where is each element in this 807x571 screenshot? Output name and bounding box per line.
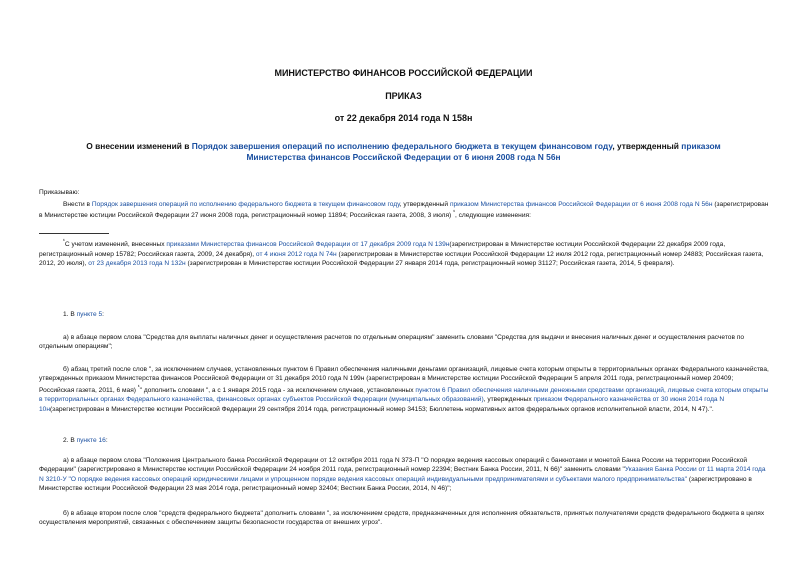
text: (зарегистрировано в Министерстве юстиции Российской Федерации 23 мая 2014 года, регистрационный номер 32404; Вестник Банка России, 2014, N 46)";: [39, 475, 752, 493]
link-point-16[interactable]: пункте 16: [76, 437, 106, 444]
text: С учетом изменений, внесенных: [64, 241, 167, 249]
item-2: [39, 436, 769, 445]
link-order-139n[interactable]: приказами Министерства финансов Российской Федерации от 17 декабря 2009 года N 139н: [166, 241, 450, 249]
text: 2. В: [63, 437, 77, 444]
document-type: ПРИКАЗ: [385, 91, 422, 101]
text: " дополнить словами ", а с 1 января 2015 года - за исключением случаев, установленных: [139, 387, 416, 394]
text: , утвержденных: [483, 396, 534, 404]
link-order-74n[interactable]: от 4 июня 2012 года N 74н: [255, 250, 337, 258]
item-1: [39, 310, 769, 319]
document-date: от 22 декабря 2014 года N 158н: [334, 113, 473, 123]
link-order-10n[interactable]: приказом Федерального казначейства от 30 июня 2014 года N 10н: [39, 396, 725, 413]
heading-link-procedure[interactable]: Порядок завершения операций по исполнению федерального бюджета в текущем финансовом году: [191, 141, 613, 151]
text: , утвержденный: [399, 201, 450, 208]
text: (зарегистрирован в Министерстве юстиции Российской Федерации 22 декабря 2009 года, регистрационный номер 15782; Российская газета, 2009, 24 декабря),: [39, 241, 726, 258]
item-1a: а) в абзаце первом слова "Средства для выплаты наличных денег и осуществления расчетов по отдельным операциям" заменить словами "Средства для выдачи и внесения наличных денег и осуществления расчетов по отдельным операциям";: [39, 334, 745, 351]
document-heading: [60, 141, 747, 163]
link-order-56n[interactable]: приказом Министерства финансов Российской Федерации от 6 июня 2008 года N 56н: [449, 201, 713, 208]
ministry-name: МИНИСТЕРСТВО ФИНАНСОВ РОССИЙСКОЙ ФЕДЕРАЦИИ: [274, 68, 533, 78]
heading-link-order[interactable]: приказом Министерства финансов Российской Федерации от 6 июня 2008 года N 56н: [246, 141, 721, 162]
intro-text: Приказываю:: [39, 189, 80, 196]
heading-text: О внесении изменений в: [86, 141, 192, 151]
footnote-separator: [39, 233, 109, 234]
paragraph-main: [39, 200, 769, 221]
link-instruction-3210u[interactable]: Указания Банка России от 11 марта 2014 года N 3210-У "О порядке ведения кассовых операций юридическими лицами и упрощенном порядке ведения кассовых операций индивидуальными предпринимателями и субъектами малого предпринимательства": [39, 466, 766, 483]
link-point-6-rules[interactable]: пунктом 6 Правил обеспечения наличными денежными средствами организаций, лицевые счета которым открыты в территориальных органах Федерального казначейства, финансовых органах субъектов Российской Федерации (муниципальных образований): [39, 387, 769, 404]
footnote-marker[interactable]: ¹: [137, 384, 140, 391]
link-point-5[interactable]: пункте 5: [76, 311, 103, 318]
text: :: [102, 311, 104, 318]
text: а) в абзаце первом слова "Положения Центрального банка Российской Федерации от 12 октября 2011 года N 373-П "О порядке ведения кассовых операций с банкнотами и монетой Банка России на территории Российской Федерации" (зарегистрировано в Министерстве юстиции Российской Федерации 24 ноября 2011 года, регистрационный номер 22394; Вестник Банка России, 2011, N 66)" заменить словами ": [39, 457, 748, 474]
item-1b: [39, 365, 769, 414]
item-2b: б) в абзаце втором после слов "средств федерального бюджета" дополнить словами ", за исключением средств, предназначенных для исполнения обязательств, принятых получателями средств федерального бюджета в целях осуществления мероприятий, связанных с обеспечением защиты безопасности государства от внешних угроз".: [39, 510, 765, 527]
link-order-132n[interactable]: от 23 декабря 2013 года N 132н: [88, 260, 186, 267]
text: б) абзац третий после слов ", за исключением случаев, установленных пунктом 6 Правил обеспечения наличными деньгами организаций, лицевые счета которым открыты в территориальных органах Федерального казначейства, утвержденных приказом Министерства финансов Российской Федерации от 31 декабря 2010 года N 199н (зарегистрирован в Министерстве юстиции Российской Федерации 5 апреля 2011 года, регистрационный номер 20409; Российская газета, 2011, 6 мая): [39, 366, 769, 394]
text: , следующие изменения:: [454, 212, 531, 220]
footnote: [39, 238, 769, 268]
text: (зарегистрирован в Министерстве юстиции Российской Федерации 27 июня 2008 года, регистрационный номер 11894; Российская газета, 2008, 3 июля): [39, 201, 769, 220]
text: :: [105, 437, 108, 444]
text: Внести в: [63, 201, 92, 208]
text: 1. В: [63, 311, 77, 318]
text: (зарегистрирован в Министерстве юстиции Российской Федерации 29 сентября 2014 года, регистрационный номер 34153; Бюллетень нормативных актов федеральных органов исполнительной власти, 2014, N 47).".: [49, 405, 714, 413]
text: (зарегистрирован в Министерстве юстиции Российской Федерации 12 июля 2012 года, регистрационный номер 24883; Российская газета, 2012, 20 июля),: [39, 250, 764, 267]
item-2a: [39, 456, 769, 494]
link-procedure[interactable]: Порядок завершения операций по исполнению федерального бюджета в текущем финансовом году: [91, 201, 400, 208]
heading-text: , утвержденный: [612, 141, 682, 151]
footnote-marker: ¹: [63, 239, 65, 245]
text: (зарегистрирован в Министерстве юстиции Российской Федерации 27 января 2014 года, регистрационный номер 31127; Российская газета, 2014, 5 февраля).: [185, 260, 675, 267]
footnote-marker[interactable]: ¹: [453, 210, 455, 217]
